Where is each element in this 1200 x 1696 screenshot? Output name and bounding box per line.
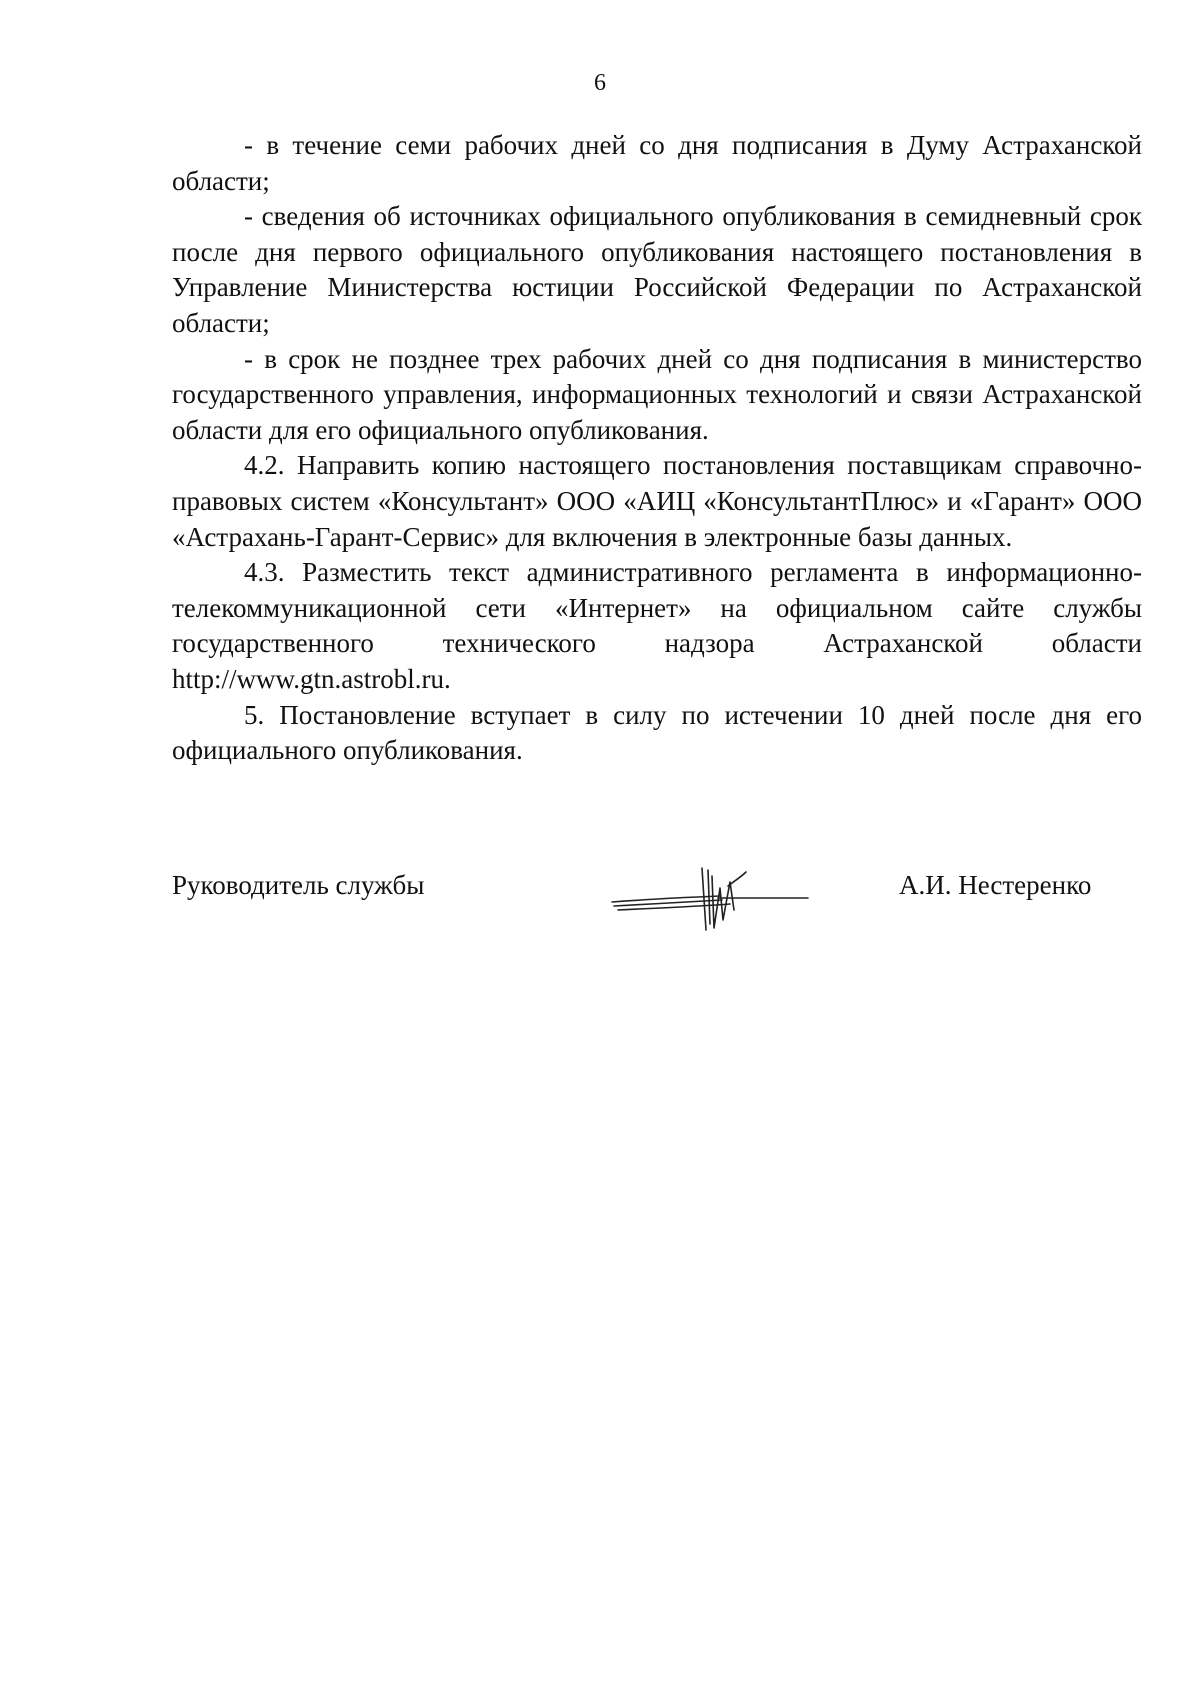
paragraph-5: 5. Постановление вступает в силу по истечении 10 дней после дня его официального опубликования. — [172, 699, 1142, 766]
signature-block — [172, 868, 1142, 948]
handwritten-signature — [610, 858, 810, 938]
document-body — [172, 128, 1142, 769]
paragraph-duma: - в течение семи рабочих дней со дня подписания в Думу Астраханской области; — [172, 130, 1142, 196]
paragraph-ministry: - в срок не позднее трех рабочих дней со дня подписания в министерство государственного управления, информационных технологий и связи Астраханской области для его официального опубликования. — [172, 343, 1142, 445]
paragraph-publication-info: - сведения об источниках официального опубликования в семидневный срок после дня первого официального опубликования настоящего постановления в Управление Министерства юстиции Российской Федерации по Астраханской области; — [172, 201, 1142, 338]
signatory-name: А.И. Нестеренко — [899, 870, 1092, 900]
signatory-title: Руководитель службы — [172, 870, 425, 900]
paragraph-4-3: 4.3. Разместить текст административного регламента в информационно-телекоммуникационной сети «Интернет» на официальном сайте службы государственного технического надзора Астраханской области http://www.gtn.astrobl.ru. — [172, 557, 1142, 694]
paragraph-4-2: 4.2. Направить копию настоящего постановления поставщикам справочно-правовых систем «Консультант» ООО «АИЦ «КонсультантПлюс» и «Гарант» ООО «Астрахань-Гарант-Сервис» для включения в электронные базы данных. — [172, 450, 1142, 552]
page-number: 6 — [594, 70, 606, 96]
